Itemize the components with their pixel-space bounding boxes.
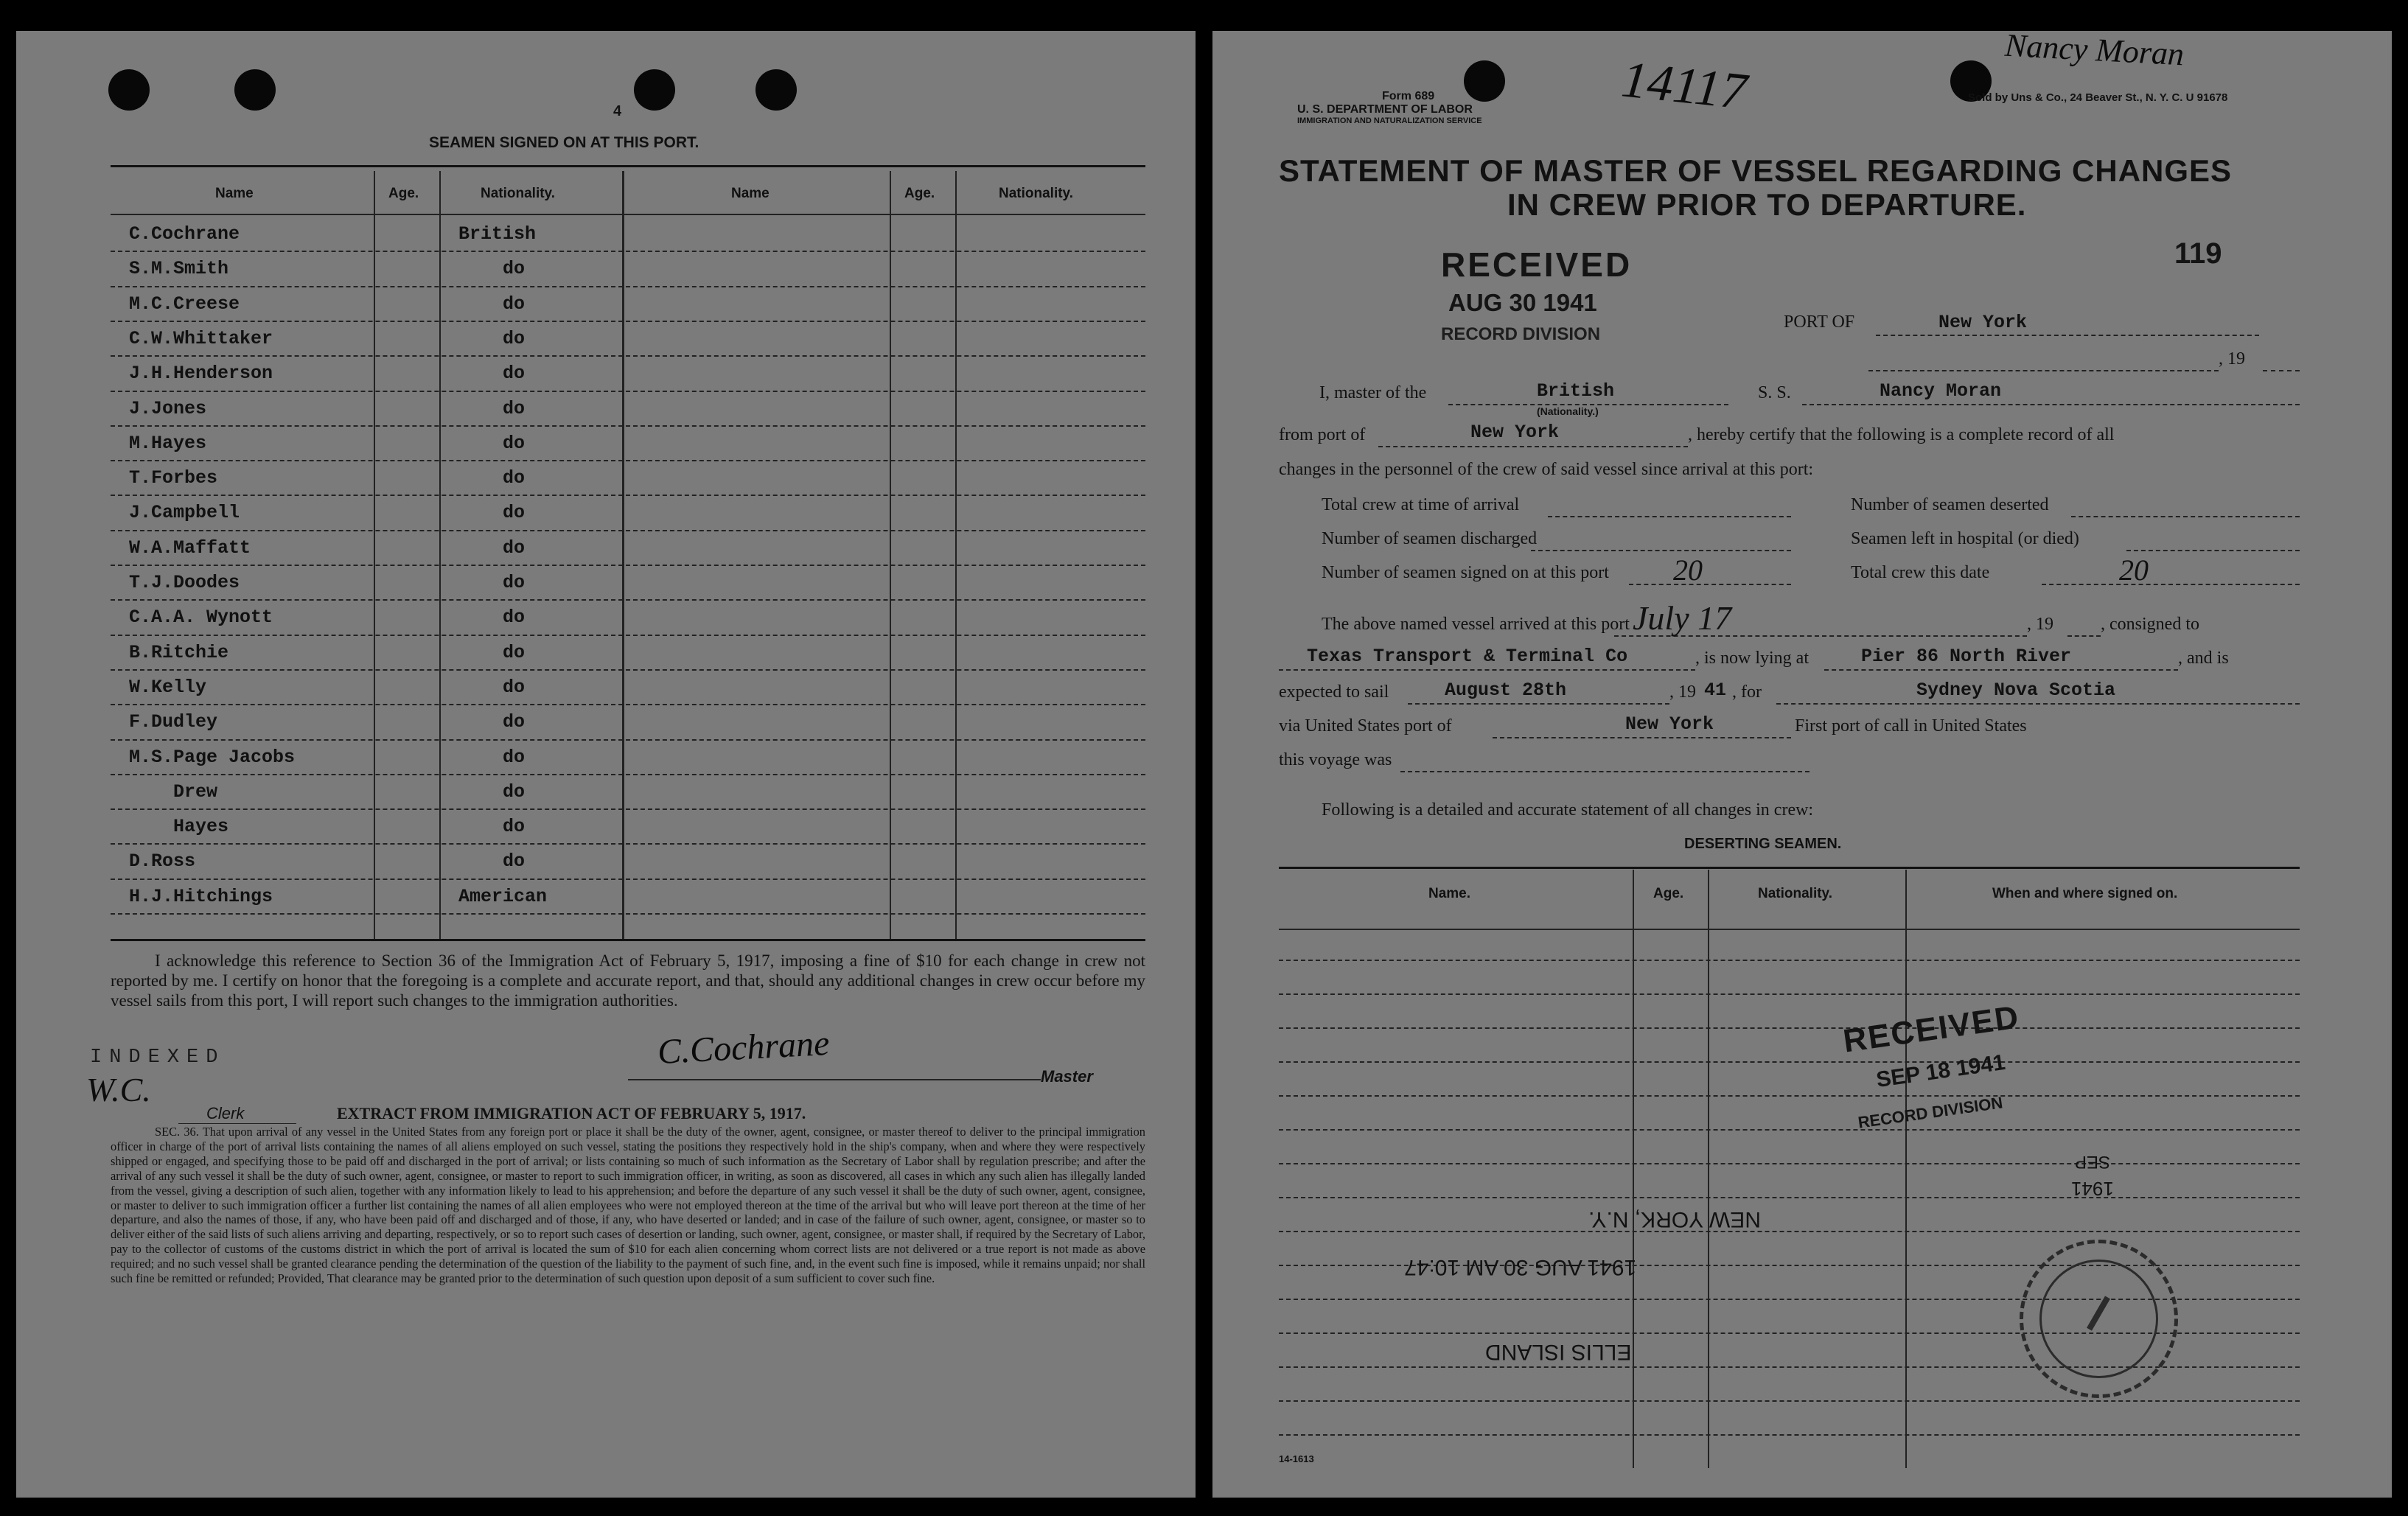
deserting-row-rule — [1279, 1061, 2300, 1063]
received-stamp: RECEIVED — [1441, 245, 1633, 284]
voyage-line — [1400, 771, 1810, 772]
seaman-name: M.S.Page Jacobs — [129, 746, 296, 768]
seaman-nationality: do — [503, 293, 526, 315]
row-rule — [111, 251, 1145, 252]
header-name-2: Name — [731, 186, 769, 201]
signed-on-value: 20 — [1673, 553, 1703, 587]
deserting-row-rule — [1279, 1197, 2300, 1198]
consigned-to: , consigned to — [2101, 615, 2199, 634]
deserting-row-rule — [1279, 1231, 2300, 1232]
from-port-line — [1378, 446, 1688, 447]
seaman-name: B.Ritchie — [129, 641, 229, 663]
and-is: , and is — [2178, 649, 2229, 668]
deserting-header-signed-on: When and where signed on. — [1992, 886, 2178, 901]
destination-line — [1776, 703, 2300, 705]
form-title-line2: IN CREW PRIOR TO DEPARTURE. — [1507, 187, 2027, 222]
expected-label: expected to sail — [1279, 682, 1389, 702]
seaman-nationality: do — [503, 397, 526, 419]
deserting-row-rule — [1279, 1400, 2300, 1402]
total-crew-date-line — [2042, 584, 2300, 585]
for-label: , for — [1732, 682, 1762, 702]
deserting-row-rule — [1279, 1027, 2300, 1029]
punch-hole — [108, 69, 150, 111]
seaman-name: H.J.Hitchings — [129, 885, 273, 907]
changes-text: changes in the personnel of the crew of said vessel since arrival at this port: — [1279, 460, 1814, 479]
year-19-a: , 19 — [2027, 615, 2053, 634]
stamp-number: 119 — [2174, 237, 2222, 270]
row-rule — [111, 391, 1145, 392]
row-rule — [111, 669, 1145, 671]
port-label: PORT OF — [1784, 312, 1855, 332]
header-age-2: Age. — [904, 186, 935, 201]
year-line — [2263, 370, 2300, 371]
sail-date-line — [1408, 703, 1669, 705]
seaman-nationality: British — [458, 223, 537, 245]
consignee: Texas Transport & Terminal Co — [1307, 646, 1628, 667]
row-rule — [111, 530, 1145, 531]
sail-date: August 28th — [1445, 680, 1567, 701]
deserting-row-rule — [1279, 960, 2300, 961]
deserting-row-rule — [1279, 1163, 2300, 1164]
year-suffix: , 19 — [2219, 349, 2245, 368]
seaman-nationality: do — [503, 816, 526, 838]
row-rule — [111, 460, 1145, 461]
seaman-nationality: do — [503, 572, 526, 593]
row-rule — [111, 565, 1145, 566]
postmark-place: ELLIS ISLAND — [1485, 1340, 1632, 1364]
received-date-2: SEP 18 1941 — [1874, 1049, 2007, 1093]
deserting-header-name: Name. — [1428, 886, 1471, 901]
seaman-name: J.H.Henderson — [129, 363, 273, 385]
handwritten-number: 14117 — [1619, 51, 1750, 121]
seaman-name: D.Ross — [129, 850, 196, 873]
acknowledgement-text: I acknowledge this reference to Section 36 of the Immigration Act of February 5, 1917, imposing a fine of $10 for each change in crew not reported by me. I certify on honor that the foregoing is a complete and accurate report, and that, should any additional changes in crew occur before my vessel sails from this port, I will report such changes to the immigration authorities. — [111, 951, 1145, 1010]
total-crew-arrival-line — [1548, 516, 1791, 517]
master-label: Master — [1041, 1067, 1093, 1086]
round-stamp-month: SEP — [2075, 1152, 2111, 1172]
punch-hole — [1464, 60, 1505, 102]
handwritten-vessel: Nancy Moran — [2003, 27, 2185, 73]
row-rule — [111, 635, 1145, 636]
deserting-header-age: Age. — [1653, 886, 1684, 901]
port-line — [1876, 335, 2259, 336]
lying-at: , is now lying at — [1695, 649, 1809, 668]
discharged-label: Number of seamen discharged — [1322, 529, 1538, 548]
destination: Sydney Nova Scotia — [1916, 680, 2116, 701]
seaman-nationality: do — [503, 502, 526, 524]
arrived-label: The above named vessel arrived at this port — [1322, 615, 1630, 634]
seaman-name: W.A.Maffatt — [129, 537, 251, 559]
ss-label: S. S. — [1758, 383, 1791, 402]
signature-line — [628, 1079, 1041, 1080]
seaman-name: J.Jones — [129, 397, 207, 419]
seaman-name: C.A.A. Wynott — [129, 607, 273, 629]
row-rule — [111, 286, 1145, 287]
seaman-nationality: American — [458, 885, 548, 907]
seaman-nationality: do — [503, 711, 526, 733]
deserting-top-rule — [1279, 867, 2300, 869]
clerk-initials: W.C. — [86, 1071, 151, 1108]
seaman-name: J.Campbell — [129, 502, 240, 524]
division-stamp: RECORD DIVISION — [1441, 324, 1601, 344]
header-nationality-2: Nationality. — [999, 186, 1073, 201]
year-value: 41 — [1704, 680, 1727, 701]
header-age: Age. — [388, 186, 419, 201]
seaman-nationality: do — [503, 258, 526, 280]
first-call-label: First port of call in United States — [1795, 716, 2027, 736]
right-page — [1212, 27, 2392, 1498]
punch-hole — [234, 69, 276, 111]
deserted-line — [2071, 516, 2300, 517]
seaman-name: M.C.Creese — [129, 293, 240, 315]
seaman-nationality: do — [503, 363, 526, 385]
total-crew-date-label: Total crew this date — [1851, 563, 1990, 582]
vessel-line — [1802, 404, 2300, 405]
seaman-name: Drew — [173, 780, 218, 803]
deserting-row-rule — [1279, 1434, 2300, 1436]
total-crew-arrival-label: Total crew at time of arrival — [1322, 495, 1520, 514]
seaman-nationality: do — [503, 537, 526, 559]
seaman-nationality: do — [503, 327, 526, 349]
seaman-nationality: do — [503, 432, 526, 454]
deserting-title: DESERTING SEAMEN. — [1684, 836, 1842, 852]
row-rule — [111, 425, 1145, 427]
year-line-a — [2067, 635, 2101, 637]
header-name: Name — [215, 186, 254, 201]
seaman-name: F.Dudley — [129, 711, 218, 733]
deserting-row-rule — [1279, 1095, 2300, 1097]
form-number: Form 689 — [1382, 90, 1435, 102]
seaman-nationality: do — [503, 850, 526, 873]
seaman-nationality: do — [503, 676, 526, 698]
clerk-line — [178, 1123, 296, 1124]
department: U. S. DEPARTMENT OF LABOR — [1297, 103, 1473, 116]
row-rule — [111, 739, 1145, 741]
from-port-label: from port of — [1279, 425, 1366, 444]
table-top-rule — [111, 165, 1145, 167]
date-line — [1868, 370, 2219, 371]
master-signature: C.Cochrane — [656, 1023, 831, 1072]
punch-hole — [634, 69, 675, 111]
row-rule — [111, 913, 1145, 915]
seamen-signed-title: SEAMEN SIGNED ON AT THIS PORT. — [429, 134, 699, 151]
footer-code: 14-1613 — [1279, 1453, 1314, 1464]
from-port-value: New York — [1470, 422, 1560, 443]
signed-on-line — [1629, 584, 1791, 585]
signed-on-label: Number of seamen signed on at this port — [1322, 563, 1609, 582]
row-rule — [111, 808, 1145, 810]
year-prefix: , 19 — [1669, 682, 1696, 702]
hospital-line — [2126, 550, 2300, 551]
form-title-line1: STATEMENT OF MASTER OF VESSEL REGARDING CHANGES — [1279, 153, 2233, 188]
seaman-name: Hayes — [173, 816, 229, 838]
row-rule — [111, 355, 1145, 357]
deserted-label: Number of seamen deserted — [1851, 495, 2049, 514]
deserting-header-nationality: Nationality. — [1758, 886, 1832, 901]
discharged-line — [1531, 550, 1791, 551]
deserting-row-rule — [1279, 993, 2300, 995]
row-rule — [111, 495, 1145, 496]
row-rule — [111, 878, 1145, 880]
round-stamp-year: 1941 — [2071, 1178, 2114, 1200]
seaman-name: C.W.Whittaker — [129, 327, 273, 349]
hospital-label: Seamen left in hospital (or died) — [1851, 529, 2079, 548]
deserting-row-rule — [1279, 1129, 2300, 1131]
seaman-name: M.Hayes — [129, 432, 207, 454]
extract-title: EXTRACT FROM IMMIGRATION ACT OF FEBRUARY 5, 1917. — [337, 1104, 806, 1122]
seaman-nationality: do — [503, 780, 526, 803]
master-of-label: I, master of the — [1319, 383, 1427, 402]
circular-seal — [2020, 1240, 2178, 1398]
deserting-header-rule — [1279, 929, 2300, 930]
seaman-name: S.M.Smith — [129, 258, 229, 280]
row-rule — [111, 599, 1145, 601]
total-crew-date-value: 20 — [2119, 553, 2149, 587]
nationality-caption: (Nationality.) — [1537, 405, 1599, 417]
seaman-name: T.Forbes — [129, 467, 218, 489]
seaman-nationality: do — [503, 641, 526, 663]
header-nationality: Nationality. — [481, 186, 555, 201]
seaman-name: C.Cochrane — [129, 223, 240, 245]
via-value: New York — [1625, 713, 1714, 735]
certify-text: , hereby certify that the following is a complete record of all — [1688, 425, 2115, 444]
page-number: 4 — [613, 103, 622, 119]
extract-text: SEC. 36. That upon arrival of any vessel in the United States from any foreign port or place it shall be the duty of the owner, agent, consignee, or master thereof to deliver to the principal immigration officer in charge of the port of arrival lists containing the names of all aliens employed on such vessel, stating the positions they respectively hold in the ship's company, when and where they were respectively shipped or engaged, and specifying those to be paid off and discharged in the port of arrival; or lists containing so much of such information as the Secretary of Labor shall by regulation prescribe; and after the arrival of any such vessel it shall be the duty of such owner, agent, consignee, or master to report to such immigration officer, in writing, as soon as discovered, all cases in which any such alien has illegally landed from the vessel, giving a description of such alien, together with any information likely to lead to his apprehension; and before the departure of any such vessel it shall be the duty of such owner, agent, consignee, or master to deliver to such immigration officer a further list containing the names of all alien employees who were not employed thereon at the time of the arrival but who will leave port thereon at the time of her departure, and also the names of those, if any, who have been paid off and discharged and of those, if any, who have deserted or landed; and in case of the failure of such owner, agent, consignee, or master so to deliver either of the said lists of such aliens arriving and departing, respectively, or so to report such cases of desertion or landing, such owner, agent, consignee, or master shall, if required by the Secretary of Labor, pay to the collector of customs of the customs district in which the port of arrival is located the sum of $10 for each alien concerning whom correct lists are not delivered or a true report is not made as above required; and no such vessel shall be granted clearance pending the determination of the question of the liability to the payment of such fine, and, in the event such fine is imposed, while it remains unpaid; nor shall such fine be remitted or refunded; Provided, That clearance may be granted prior to the determination of such question upon deposit of a sum sufficient to cover such fine. — [111, 1125, 1145, 1286]
row-rule — [111, 704, 1145, 705]
consignee-line — [1279, 669, 1695, 671]
seaman-name: W.Kelly — [129, 676, 207, 698]
table-bottom-rule — [111, 939, 1145, 941]
pier: Pier 86 North River — [1861, 646, 2072, 667]
received-stamp-2: RECEIVED — [1840, 999, 2023, 1060]
seaman-name: T.J.Doodes — [129, 572, 240, 593]
following-text: Following is a detailed and accurate statement of all changes in crew: — [1322, 800, 1814, 820]
pier-line — [1824, 669, 2178, 671]
postmark-city: NEW YORK, N.Y. — [1588, 1207, 1761, 1232]
via-label: via United States port of — [1279, 716, 1452, 736]
this-voyage-label: this voyage was — [1279, 750, 1392, 769]
postmark-date: 1941 AUG 30 AM 10:47 — [1404, 1255, 1637, 1279]
arrived-value: July 17 — [1633, 599, 1732, 637]
seaman-nationality: do — [503, 467, 526, 489]
nationality-value: British — [1537, 380, 1615, 402]
received-date: AUG 30 1941 — [1448, 289, 1597, 316]
service-name: IMMIGRATION AND NATURALIZATION SERVICE — [1297, 116, 1482, 125]
indexed-stamp: INDEXED — [90, 1047, 226, 1069]
punch-hole — [755, 69, 797, 111]
row-rule — [111, 321, 1145, 322]
vessel-name: Nancy Moran — [1880, 380, 2002, 402]
port-value: New York — [1938, 312, 2028, 333]
via-line — [1493, 737, 1791, 738]
left-page — [16, 31, 1196, 1498]
clerk-label: Clerk — [206, 1104, 245, 1122]
seaman-nationality: do — [503, 607, 526, 629]
row-rule — [111, 774, 1145, 775]
seaman-nationality: do — [503, 746, 526, 768]
header-rule — [111, 214, 1145, 215]
division-stamp-2: RECORD DIVISION — [1857, 1093, 2004, 1132]
printer-credit: Sold by Uns & Co., 24 Beaver St., N. Y. C. U 91678 — [1968, 91, 2228, 104]
row-rule — [111, 843, 1145, 845]
